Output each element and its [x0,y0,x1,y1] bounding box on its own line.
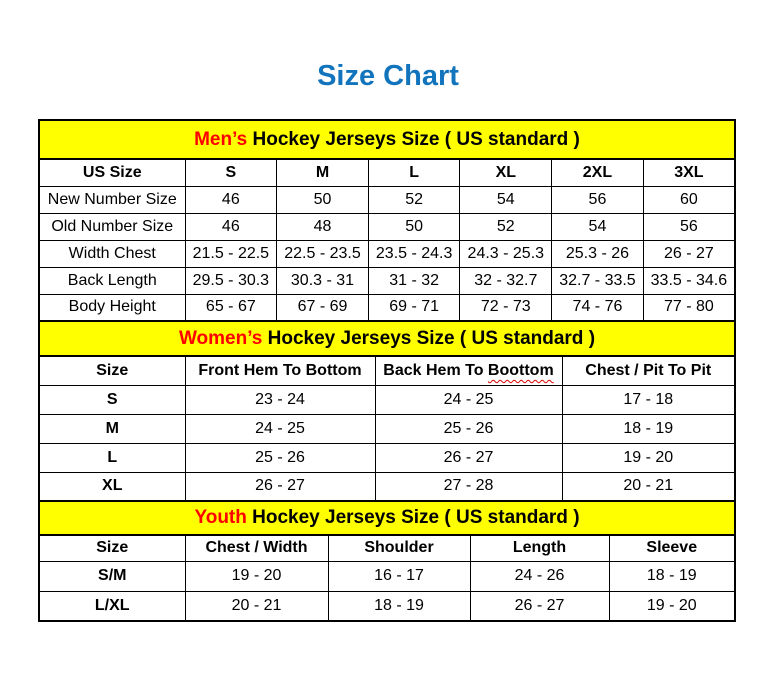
youth-size-table [38,534,736,622]
misspelled-word: Boottom [487,361,554,379]
column-header: Front Hem To Bottom [185,356,375,385]
size-chart [38,119,736,622]
size-value-cell: 26 - 27 [643,240,735,267]
row-label: L/XL [39,591,185,621]
size-value-cell: 48 [277,213,369,240]
size-value-cell: 30.3 - 31 [277,267,369,294]
column-header: Length [470,535,609,561]
size-value-cell: 18 - 19 [609,561,735,591]
size-value-cell: 22.5 - 23.5 [277,240,369,267]
size-value-cell: 65 - 67 [185,294,277,321]
size-value-cell: 67 - 69 [277,294,369,321]
size-value-cell: 27 - 28 [375,472,562,501]
size-value-cell: 69 - 71 [368,294,460,321]
table-row [39,294,735,321]
table-row [39,385,735,414]
mens-size-table [38,158,736,322]
size-value-cell: 26 - 27 [375,443,562,472]
column-header: Chest / Pit To Pit [562,356,735,385]
size-value-cell: 52 [460,213,552,240]
size-value-cell: 20 - 21 [562,472,735,501]
mens-section-header-highlight: Men’s [194,128,248,150]
row-label: New Number Size [39,186,185,213]
row-label: S/M [39,561,185,591]
table-row [39,591,735,621]
column-header-row [39,356,735,385]
column-header-row [39,159,735,186]
table-row [39,213,735,240]
size-value-cell: 20 - 21 [185,591,328,621]
page-title: Size Chart [317,60,459,92]
column-header: XL [460,159,552,186]
column-header: Back Hem To Boottom [375,356,562,385]
column-header: Chest / Width [185,535,328,561]
size-value-cell: 23.5 - 24.3 [368,240,460,267]
column-header: Size [39,535,185,561]
size-value-cell: 16 - 17 [328,561,470,591]
table-row [39,267,735,294]
size-value-cell: 24 - 25 [375,385,562,414]
column-header: Sleeve [609,535,735,561]
mens-section-header-rest: Hockey Jerseys Size ( US standard ) [247,128,580,150]
column-header: 3XL [643,159,735,186]
size-value-cell: 56 [552,186,644,213]
youth-section-header-highlight: Youth [194,507,247,528]
row-label: Body Height [39,294,185,321]
size-value-cell: 24.3 - 25.3 [460,240,552,267]
size-value-cell: 25 - 26 [185,443,375,472]
size-value-cell: 46 [185,186,277,213]
youth-section-header-rest: Hockey Jerseys Size ( US standard ) [246,507,580,528]
size-value-cell: 54 [552,213,644,240]
row-label: Back Length [39,267,185,294]
size-value-cell: 54 [460,186,552,213]
size-value-cell: 50 [277,186,369,213]
size-value-cell: 33.5 - 34.6 [643,267,735,294]
size-value-cell: 18 - 19 [562,414,735,443]
row-label: Old Number Size [39,213,185,240]
row-label: Width Chest [39,240,185,267]
row-label: S [39,385,185,414]
column-header: L [368,159,460,186]
size-value-cell: 26 - 27 [470,591,609,621]
size-value-cell: 60 [643,186,735,213]
size-value-cell: 74 - 76 [552,294,644,321]
table-row [39,472,735,501]
womens-section-header [38,320,736,357]
size-value-cell: 18 - 19 [328,591,470,621]
womens-section [38,320,736,502]
size-value-cell: 19 - 20 [185,561,328,591]
row-label: M [39,414,185,443]
size-value-cell: 31 - 32 [368,267,460,294]
row-label: XL [39,472,185,501]
size-value-cell: 29.5 - 30.3 [185,267,277,294]
size-value-cell: 26 - 27 [185,472,375,501]
womens-section-header-rest: Hockey Jerseys Size ( US standard ) [262,327,596,349]
size-value-cell: 72 - 73 [460,294,552,321]
size-value-cell: 32.7 - 33.5 [552,267,644,294]
mens-section [38,119,736,322]
column-header: Shoulder [328,535,470,561]
column-header-row [39,535,735,561]
size-value-cell: 25 - 26 [375,414,562,443]
row-label: L [39,443,185,472]
table-row [39,443,735,472]
youth-section [38,500,736,622]
mens-section-header [38,119,736,160]
size-value-cell: 24 - 25 [185,414,375,443]
size-value-cell: 21.5 - 22.5 [185,240,277,267]
youth-section-header [38,500,736,536]
size-value-cell: 50 [368,213,460,240]
table-row [39,186,735,213]
size-value-cell: 19 - 20 [562,443,735,472]
size-value-cell: 24 - 26 [470,561,609,591]
column-header: 2XL [552,159,644,186]
size-value-cell: 46 [185,213,277,240]
size-value-cell: 77 - 80 [643,294,735,321]
column-header: US Size [39,159,185,186]
size-value-cell: 17 - 18 [562,385,735,414]
column-header: Size [39,356,185,385]
size-value-cell: 23 - 24 [185,385,375,414]
column-header: M [277,159,369,186]
size-value-cell: 52 [368,186,460,213]
size-value-cell: 56 [643,213,735,240]
womens-size-table [38,355,736,502]
table-row [39,414,735,443]
womens-section-header-highlight: Women’s [178,327,263,349]
table-row [39,561,735,591]
table-row [39,240,735,267]
size-value-cell: 32 - 32.7 [460,267,552,294]
column-header: S [185,159,277,186]
size-value-cell: 25.3 - 26 [552,240,644,267]
size-value-cell: 19 - 20 [609,591,735,621]
